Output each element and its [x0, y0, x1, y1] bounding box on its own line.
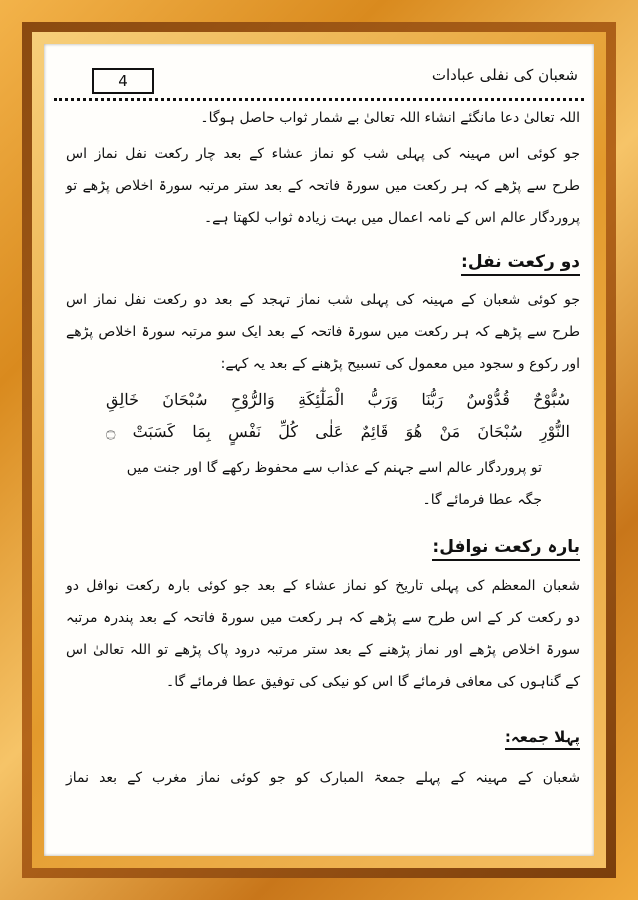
- running-title: شعبان کی نفلی عبادات: [431, 66, 578, 84]
- text-line: تو پروردگار عالم اسے جہنم کے عذاب سے محفوظ رکھے گا اور جنت میں: [126, 460, 542, 476]
- text-line: جو کوئی اس مہینہ کی پہلی شب کو نماز عشاء کے بعد چار رکعت نفل نماز اس: [66, 146, 580, 162]
- page-number: 4: [92, 68, 154, 94]
- text-line: پروردگار عالم اس کے نامہ اعمال میں بہت زیادہ ثواب لکھتا ہے۔: [203, 210, 580, 226]
- section-heading: پہلا جمعہ:: [505, 728, 580, 750]
- section-heading: دو رکعت نفل:: [461, 252, 580, 276]
- text-line: اللہ تعالیٰ دعا مانگئے انشاء اللہ تعالیٰ بے شمار ثواب حاصل ہوگا۔: [200, 110, 580, 126]
- text-line: طرح سے پڑھے کہ ہر رکعت میں سورۃ فاتحہ کے بعد ستر مرتبہ سورۃ اخلاص پڑھے تو: [66, 178, 580, 194]
- text-line: جو کوئی شعبان کے مہینہ کی پہلی شب نماز تہجد کے بعد دو رکعت نفل نماز اس: [66, 292, 580, 308]
- header-divider: [54, 98, 584, 101]
- text-line: شعبان المعظم کی پہلی تاریخ کو نماز عشاء کے بعد جو کوئی بارہ رکعت نوافل دو: [66, 578, 580, 594]
- arabic-prayer-line: النُّوْرِ سُبْحَانَ مَنْ هُوَ قَائِمٌ عَلٰى كُلِّ نَفْسٍ بِمَا كَسَبَتْ ۝: [106, 422, 570, 441]
- text-line: طرح سے پڑھے کہ ہر رکعت میں سورۃ فاتحہ کے بعد ایک سو مرتبہ سورۃ اخلاص پڑھے: [66, 324, 580, 340]
- text-line: شعبان کے مہینہ کے پہلے جمعۃ المبارک کو جو کوئی نماز مغرب کے بعد نماز: [66, 770, 580, 786]
- text-line: کے گناہوں کی معافی فرمائے گا اس کو نیکی کی توفیق عطا فرمائے گا۔: [166, 674, 580, 690]
- document-page: [44, 44, 594, 856]
- text-line: جگہ عطا فرمائے گا۔: [422, 492, 542, 508]
- text-line: دو رکعت کر کے اس طرح سے پڑھے کہ ہر رکعت میں سورۃ فاتحہ کے بعد پندرہ مرتبہ: [66, 610, 580, 626]
- page-header: [52, 58, 586, 94]
- text-line: سورۃ اخلاص پڑھے اور نماز پڑھنے کے بعد ستر مرتبہ درود پاک پڑھے تو اللہ تعالیٰ اس: [66, 642, 580, 658]
- arabic-prayer-line: سُبُّوْحٌ قُدُّوْسٌ رَبُّنَا وَرَبُّ الْمَلٰٓئِكَةِ وَالرُّوْحِ سُبْحَانَ خَالِقِ: [106, 390, 570, 409]
- text-line: اور رکوع و سجود میں معمول کی تسبیح پڑھنے کے بعد یہ کہے:: [220, 356, 580, 372]
- section-heading: بارہ رکعت نوافل:: [432, 536, 580, 561]
